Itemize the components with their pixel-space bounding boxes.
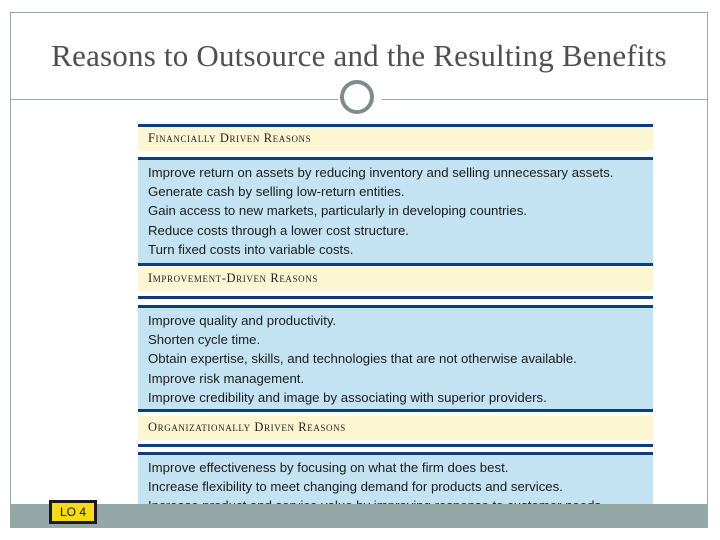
list-item: Shorten cycle time. [148,332,261,348]
section-heading-organizational: Organizationally Driven Reasons [138,416,653,440]
section-separator [138,444,653,447]
section-separator [138,296,653,299]
reasons-table [138,124,653,519]
list-item: Obtain expertise, skills, and technologies that are not otherwise available. [148,351,577,367]
divider-circle-ornament [340,80,374,114]
list-item: Increase flexibility to meet changing demand for products and services. [148,479,563,495]
list-item: Improve quality and productivity. [148,313,337,328]
section-heading-financial: Financially Driven Reasons [138,124,653,151]
list-item: Improve return on assets by reducing inventory and selling unnecessary assets. [148,165,614,180]
list-item: Turn fixed costs into variable costs. [148,241,354,257]
section-heading-improvement: Improvement-Driven Reasons [138,267,653,291]
list-item: Reduce costs through a lower cost structure. [148,222,409,238]
list-item: Gain access to new markets, particularly in developing countries. [148,203,527,219]
title-divider-left [10,99,338,100]
section-separator [138,263,653,266]
list-item: Improve credibility and image by associating with superior providers. [148,389,547,405]
learning-objective-badge: LO 4 [49,500,97,524]
list-item: Improve effectiveness by focusing on what the firm does best. [148,460,509,475]
slide-title: Reasons to Outsource and the Resulting Benefits [51,38,667,73]
footer-bar [10,504,708,528]
list-item: Generate cash by selling low-return entities. [148,184,405,200]
title-divider-right [382,99,708,100]
list-item: Improve risk management. [148,370,305,386]
section-separator [138,409,653,412]
section-body-improvement [138,305,653,412]
section-body-financial [138,157,653,266]
